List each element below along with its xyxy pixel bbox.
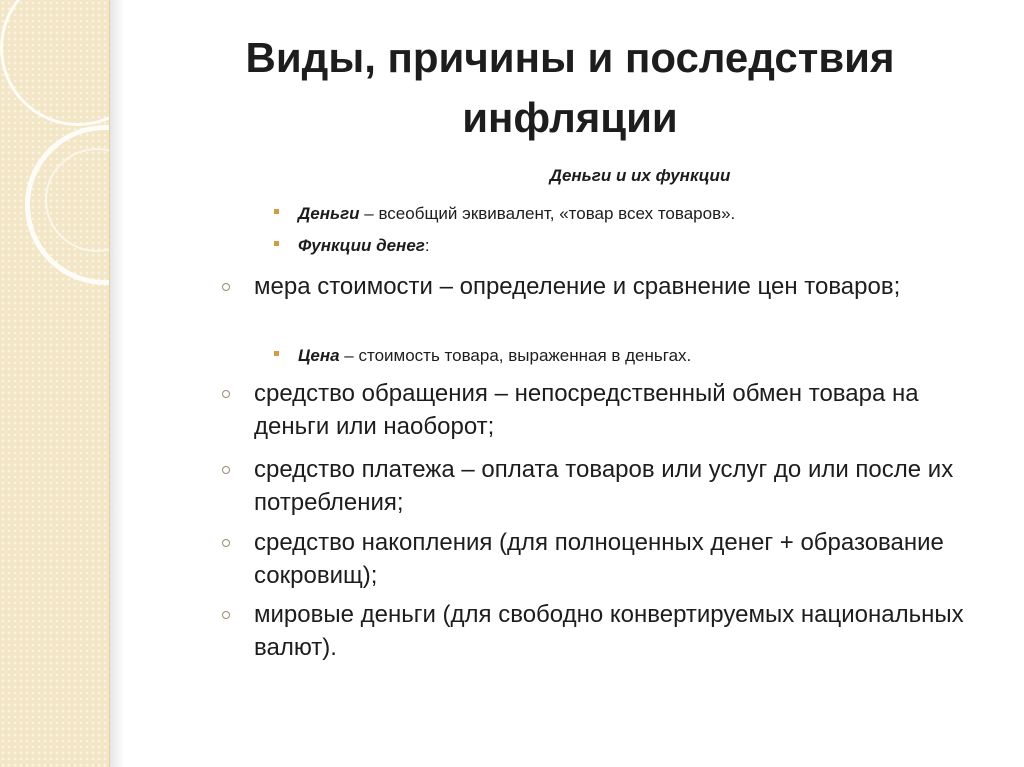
- function-4-text: средство накопления (для полноценных денег + образование сокровищ);: [254, 529, 944, 589]
- square-bullet-icon: [274, 241, 279, 246]
- list-item-text: [298, 346, 691, 366]
- term-money: Деньги: [298, 204, 360, 223]
- circle-bullet-icon: [222, 466, 230, 474]
- decorative-ring: [0, 0, 110, 126]
- circle-bullet-icon: [222, 390, 230, 398]
- square-bullet-icon: [274, 209, 279, 214]
- definition-price: – стоимость товара, выраженная в деньгах.: [339, 346, 692, 365]
- title-line-1: Виды, причины и последствия: [245, 34, 895, 81]
- function-5-text: мировые деньги (для свободно конвертируемых национальных валют).: [254, 601, 964, 661]
- list-item-text: [298, 236, 430, 256]
- square-bullet-icon: [274, 351, 279, 356]
- title-line-2: инфляции: [462, 94, 678, 141]
- side-panel-shadow: [110, 0, 124, 767]
- functions-suffix: :: [424, 236, 430, 255]
- circle-bullet-icon: [222, 283, 230, 291]
- circle-bullet-icon: [222, 611, 230, 619]
- slide-subtitle: Деньги и их функции: [549, 166, 731, 185]
- function-3-text: средство платежа – оплата товаров или услуг до или после их потребления;: [254, 456, 954, 516]
- list-item-text: [298, 204, 735, 224]
- function-1-text: мера стоимости – определение и сравнение цен товаров;: [254, 273, 901, 300]
- term-functions: Функции денег: [298, 236, 425, 255]
- decorative-side-panel: [0, 0, 110, 767]
- circle-bullet-icon: [222, 539, 230, 547]
- definition-money: – всеобщий эквивалент, «товар всех товаров».: [359, 204, 736, 223]
- term-price: Цена: [298, 346, 340, 365]
- slide-title: [130, 28, 1010, 148]
- function-2-text: средство обращения – непосредственный обмен товара на деньги или наоборот;: [254, 380, 919, 440]
